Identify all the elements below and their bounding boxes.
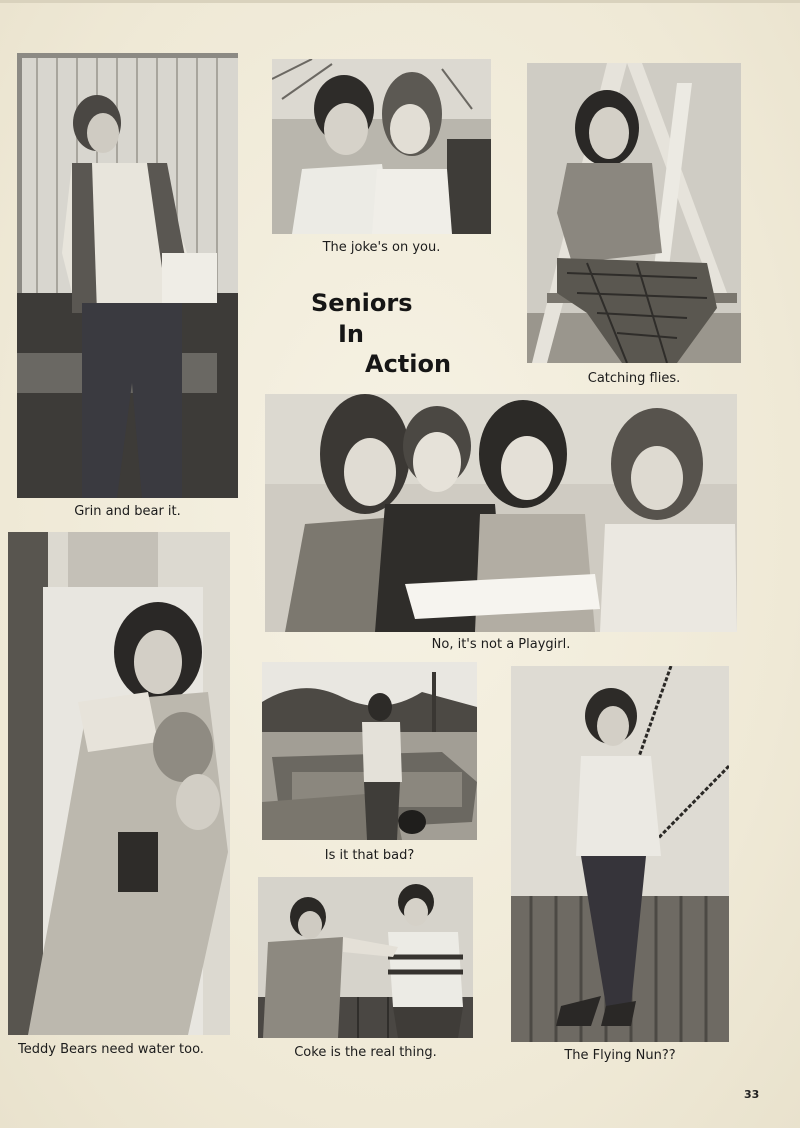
caption-bad: Is it that bad? (324, 848, 415, 863)
caption-flies: Catching flies. (587, 371, 681, 386)
headline-in: In (338, 320, 365, 348)
page-number: 33 (744, 1088, 760, 1101)
caption-joke: The joke's on you. (322, 240, 441, 255)
photo-coke-real-thing (258, 877, 473, 1038)
page-top-edge (0, 0, 800, 3)
headline-action: Action (365, 350, 452, 378)
caption-nun: The Flying Nun?? (564, 1048, 676, 1063)
photo-jokes-on-you (272, 59, 491, 234)
photo-teddy-bears (8, 532, 230, 1035)
headline-seniors: Seniors (311, 289, 413, 317)
photo-not-a-playgirl (265, 394, 737, 632)
caption-teddy: Teddy Bears need water too. (18, 1042, 204, 1057)
caption-coke: Coke is the real thing. (294, 1045, 437, 1060)
caption-playgirl: No, it's not a Playgirl. (431, 637, 571, 652)
caption-grin: Grin and bear it. (74, 504, 181, 519)
photo-is-it-that-bad (262, 662, 477, 840)
photo-grin-and-bear-it (17, 53, 238, 498)
photo-flying-nun (511, 666, 729, 1042)
photo-catching-flies (527, 63, 741, 363)
